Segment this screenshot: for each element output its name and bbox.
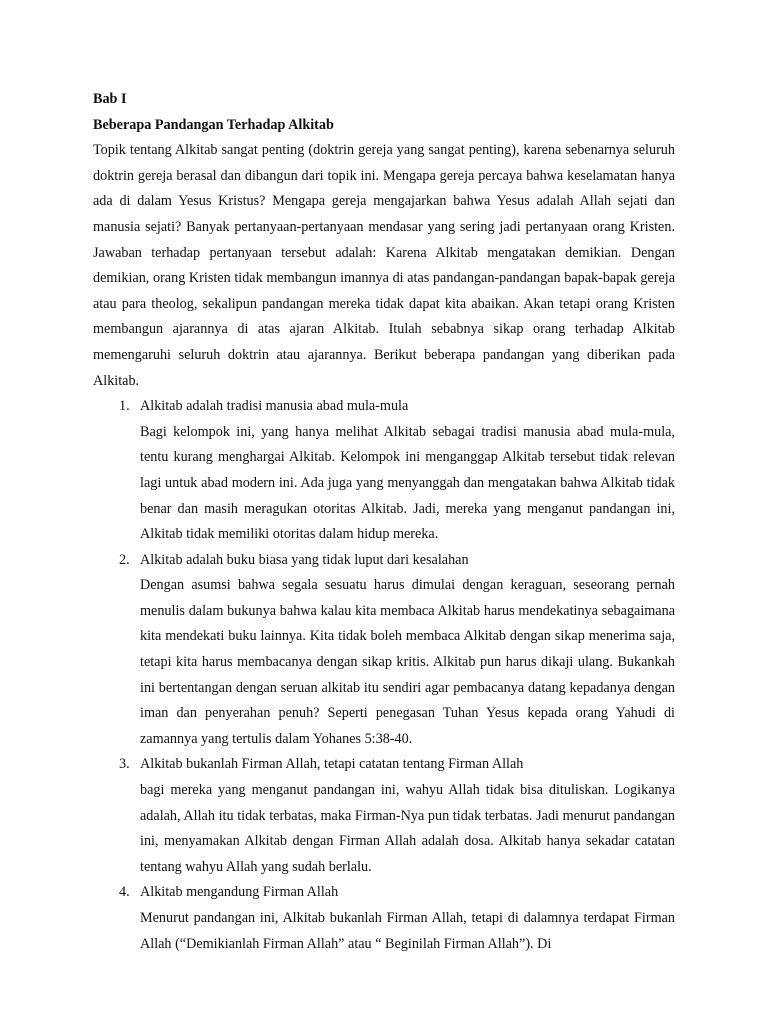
list-item-number: 4. (119, 884, 130, 901)
list-item-number: 2. (119, 551, 130, 568)
list-item (93, 880, 675, 957)
intro-paragraph: Topik tentang Alkitab sangat penting (doktrin gereja yang sangat penting), karena sebenarnya seluruh doktrin gereja berasal dan dibangun dari topik ini. Mengapa gereja percaya bahwa keselamatan hanya ada di dalam Yesus Kristus? Mengapa gereja mengajarkan bahwa Yesus adalah Allah sejati dan manusia sejati? Banyak pertanyaan-pertanyaan mendasar yang sering jadi pertanyaan orang Kristen. Jawaban terhadap pertanyaan tersebut adalah: Karena Alkitab mengatakan demikian. Dengan demikian, orang Kristen tidak membangun imannya di atas pandangan-pandangan bapak-bapak gereja atau para theolog, sekalipun pandangan mereka tidak dapat kita abaikan. Akan tetapi orang Kristen membangun ajarannya di atas ajaran Alkitab. Itulah sebabnya sikap orang terhadap Alkitab memengaruhi seluruh doktrin atau ajarannya. Berikut beberapa pandangan yang diberikan pada Alkitab. (93, 142, 675, 389)
list-item-title: Alkitab bukanlah Firman Allah, tetapi catatan tentang Firman Allah (140, 756, 524, 773)
list-item (93, 752, 675, 880)
list-item (93, 394, 675, 548)
list-item-body: Menurut pandangan ini, Alkitab bukanlah Firman Allah, tetapi di dalamnya terdapat Firman Allah (“Demikianlah Firman Allah” atau “ Beginilah Firman Allah”). Di (140, 910, 675, 952)
views-list (93, 394, 675, 957)
list-item-title: Alkitab adalah tradisi manusia abad mula-mula (140, 398, 409, 415)
list-item-number: 1. (119, 398, 130, 415)
chapter-heading: Bab I (93, 91, 127, 107)
list-item-body: bagi mereka yang menganut pandangan ini, wahyu Allah tidak bisa dituliskan. Logikanya adalah, Allah itu tidak terbatas, maka Firman-Nya pun tidak terbatas. Jadi menurut pandangan ini, menyamakan Alkitab dengan Firman Allah adalah dosa. Alkitab hanya sekadar catatan tentang wahyu Allah yang sudah berlalu. (140, 782, 675, 875)
list-item-title: Alkitab mengandung Firman Allah (140, 884, 339, 901)
list-item-body: Bagi kelompok ini, yang hanya melihat Alkitab sebagai tradisi manusia abad mula-mula, tentu kurang menghargai Alkitab. Kelompok ini menganggap Alkitab tersebut tidak relevan lagi untuk abad modern ini. Ada juga yang menyanggah dan mengatakan bahwa Alkitab tidak benar dan masih meragukan otoritas Alkitab. Jadi, mereka yang menganut pandangan ini, Alkitab tidak memiliki otoritas dalam hidup mereka. (140, 423, 675, 543)
chapter-title: Beberapa Pandangan Terhadap Alkitab (93, 116, 334, 133)
list-item-body: Dengan asumsi bahwa segala sesuatu harus dimulai dengan keraguan, seseorang pernah menulis dalam bukunya bahwa kalau kita membaca Alkitab harus mendekatinya sebagaimana kita mendekati buku lainnya. Kita tidak boleh membaca Alkitab dengan sikap menerima saja, tetapi kita harus membacanya dengan sikap kritis. Alkitab pun harus dikaji ulang. Bukankah ini bertentangan dengan seruan alkitab itu sendiri agar pembacanya datang kepadanya dengan iman dan penyerahan penuh? Seperti penegasan Tuhan Yesus kepada orang Yahudi di zamannya yang tertulis dalam Yohanes 5:38-40. (140, 577, 675, 747)
list-item-number: 3. (119, 756, 130, 773)
list-item-title: Alkitab adalah buku biasa yang tidak luput dari kesalahan (140, 551, 469, 568)
list-item (93, 548, 675, 753)
document-page (93, 87, 675, 957)
